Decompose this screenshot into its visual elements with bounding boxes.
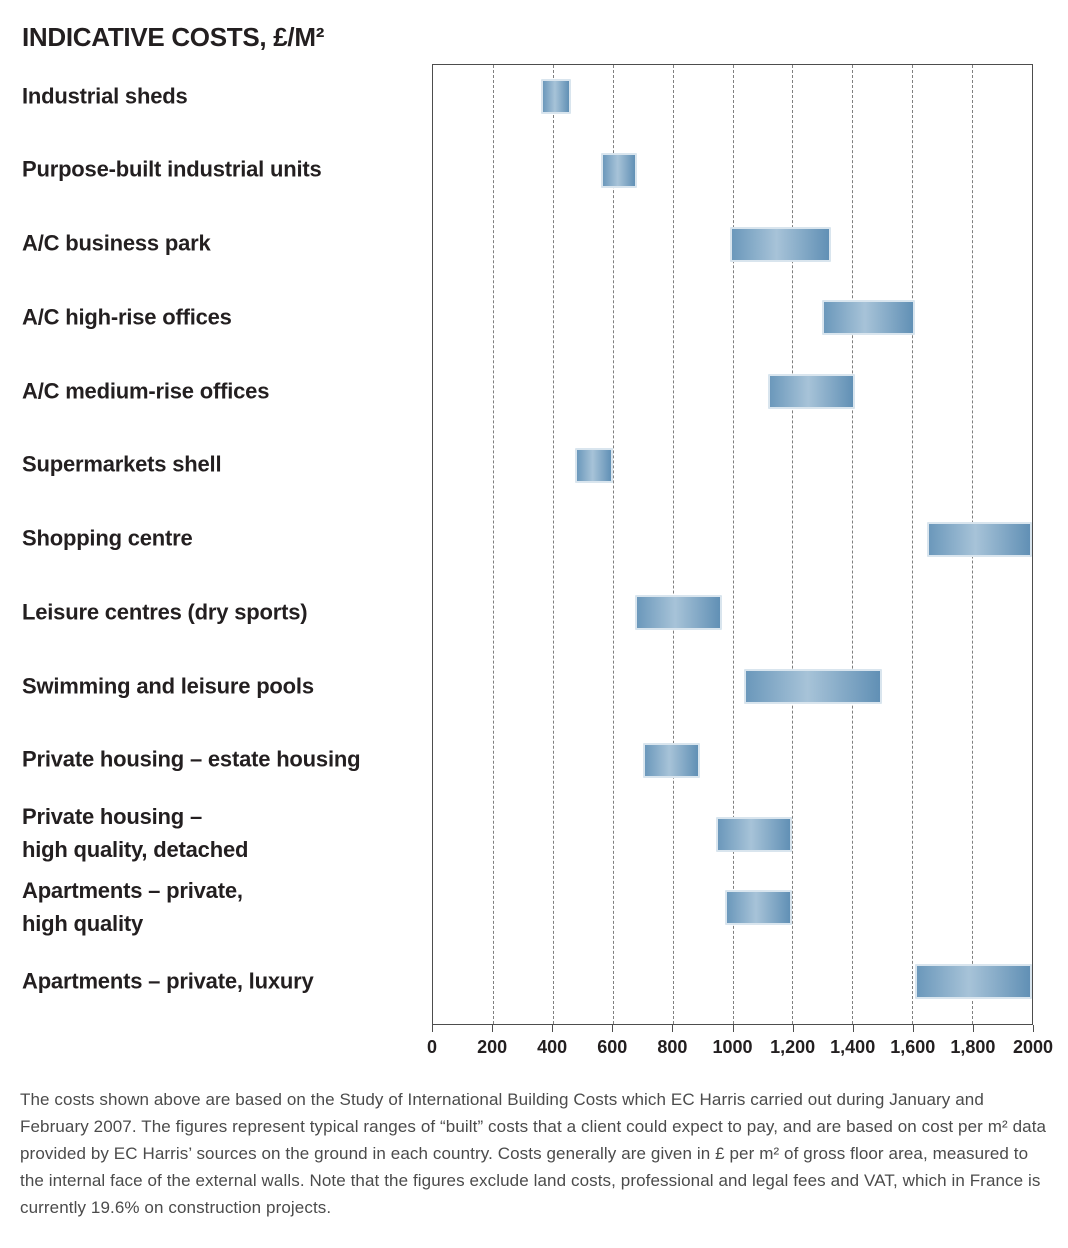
cost-range-bar <box>575 448 612 483</box>
cost-range-bar <box>822 300 915 335</box>
axis-tick <box>1033 1025 1034 1032</box>
axis-tick-label: 2000 <box>1012 1037 1054 1057</box>
cost-range-bar <box>744 669 882 704</box>
category-labels-column <box>0 0 432 1025</box>
category-label: Private housing – estate housing <box>22 746 361 772</box>
category-label: Private housing – high quality, detached <box>22 804 249 862</box>
gridline <box>553 65 554 1024</box>
axis-tick <box>552 1025 553 1032</box>
axis-tick-label: 800 <box>657 1037 688 1057</box>
category-label: A/C high-rise offices <box>22 304 232 330</box>
axis-tick <box>913 1025 914 1032</box>
category-label: Swimming and leisure pools <box>22 673 314 698</box>
cost-range-bar <box>541 79 571 114</box>
gridline <box>792 65 793 1024</box>
category-label: Apartments – private, luxury <box>22 968 314 993</box>
x-axis <box>426 1025 1054 1069</box>
gridline <box>493 65 494 1024</box>
axis-tick <box>492 1025 493 1032</box>
cost-range-bar <box>768 374 855 409</box>
category-label: A/C medium-rise offices <box>22 378 270 403</box>
cost-range-bar <box>915 964 1032 999</box>
gridline <box>912 65 913 1024</box>
cost-range-bar <box>716 817 792 852</box>
category-label: Supermarkets shell <box>22 451 222 477</box>
axis-tick-label: 1,400 <box>830 1037 876 1057</box>
axis-tick <box>853 1025 854 1032</box>
axis-tick-label: 1,600 <box>890 1037 936 1057</box>
axis-tick <box>432 1025 433 1032</box>
category-label: Leisure centres (dry sports) <box>22 599 308 625</box>
gridline <box>673 65 674 1024</box>
axis-tick <box>612 1025 613 1032</box>
category-label: Shopping centre <box>22 525 193 551</box>
plot-area <box>432 64 1033 1025</box>
axis-tick-label: 1,800 <box>950 1037 996 1057</box>
gridline <box>613 65 614 1024</box>
axis-tick-label: 1,200 <box>770 1037 816 1057</box>
axis-tick <box>793 1025 794 1032</box>
axis-tick <box>973 1025 974 1032</box>
axis-tick-label: 0 <box>426 1037 438 1057</box>
cost-range-bar <box>927 522 1032 557</box>
chart-title: INDICATIVE COSTS, £/M² <box>22 22 325 52</box>
category-label: Purpose-built industrial units <box>22 156 322 182</box>
cost-range-bar <box>601 153 637 188</box>
axis-tick-label: 600 <box>597 1037 628 1057</box>
gridline <box>733 65 734 1024</box>
cost-range-bar <box>635 595 722 630</box>
cost-range-bar <box>643 743 700 778</box>
category-label: Industrial sheds <box>22 83 188 108</box>
cost-range-bar <box>730 227 832 262</box>
axis-tick-label: 400 <box>537 1037 568 1057</box>
footnote-text: The costs shown above are based on the Study of International Building Costs which EC Harris carried out during January and February 2007. The figures represent typical ranges of “built” costs that a client could expect to pay, and are based on cost per m² data provided by EC Harris’ sources on the ground in each country. Costs generally are given in £ per m² of gross floor area, measured to the internal face of the external walls. Note that the figures exclude land costs, professional and legal fees and VAT, which in France is currently 19.6% on construction projects. <box>20 1090 1047 1217</box>
category-label: Apartments – private, high quality <box>22 877 243 936</box>
category-label: A/C business park <box>22 230 211 256</box>
axis-tick <box>672 1025 673 1032</box>
cost-range-bar <box>725 890 792 925</box>
axis-tick <box>733 1025 734 1032</box>
gridline <box>852 65 853 1024</box>
axis-tick-label: 200 <box>477 1037 508 1057</box>
axis-tick-label: 1000 <box>712 1037 753 1057</box>
